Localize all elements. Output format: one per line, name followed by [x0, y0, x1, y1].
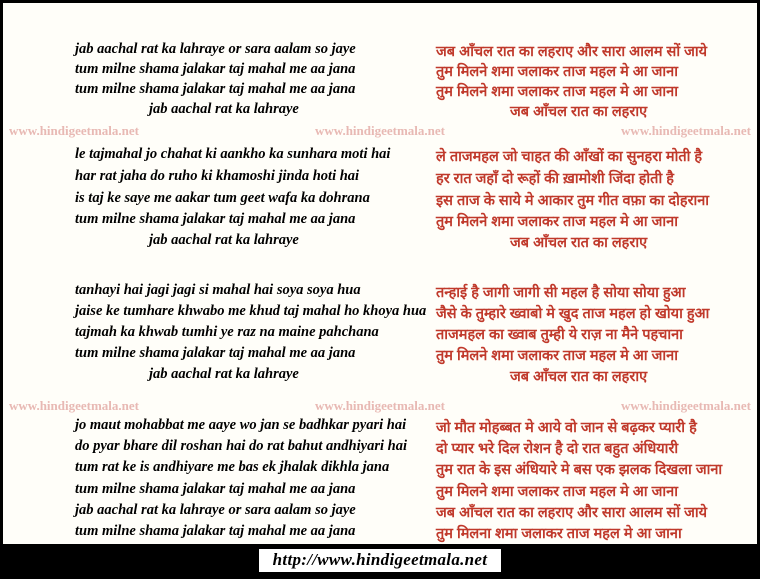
lyrics-line-devanagari: तुम मिलने शमा जलाकर ताज महल मे आ जाना — [436, 64, 678, 80]
lyrics-line-roman: jab aachal rat ka lahraye — [149, 366, 299, 382]
site-url[interactable]: http://www.hindigeetmala.net — [259, 549, 502, 572]
lyrics-line-roman: tum milne shama jalakar taj mahal me aa jana — [75, 345, 356, 361]
lyrics-line-devanagari: तुम मिलने शमा जलाकर ताज महल मे आ जाना — [436, 484, 678, 500]
lyrics-line-devanagari: तुम मिलने शमा जलाकर ताज महल मे आ जाना — [436, 214, 678, 230]
lyrics-line-roman: tum rat ke is andhiyare me bas ek jhalak dikhla jana — [75, 459, 390, 475]
lyrics-line-roman: do pyar bhare dil roshan hai do rat bahut andhiyari hai — [75, 438, 407, 454]
lyrics-line-devanagari: ताजमहल का ख्वाब तुम्ही ये राज़ ना मैने पहचाना — [436, 327, 683, 343]
lyrics-line-roman: jab aachal rat ka lahraye or sara aalam so jaye — [75, 41, 356, 57]
lyrics-line-devanagari: इस ताज के साये मे आकार तुम गीत वफ़ा का दोहराना — [436, 193, 710, 209]
watermark-text: www.hindigeetmala.net — [315, 123, 445, 138]
lyrics-line-roman: tum milne shama jalakar taj mahal me aa jana — [75, 481, 356, 497]
lyrics-line-roman: is taj ke saye me aakar tum geet wafa ka dohrana — [75, 190, 370, 206]
lyrics-line-devanagari: तुम मिलना शमा जलाकर ताज महल मे आ जाना — [436, 526, 682, 542]
lyrics-line-roman: tum milne shama jalakar taj mahal me aa jana — [75, 81, 356, 97]
lyrics-line-roman: tajmah ka khwab tumhi ye raz na maine pahchana — [75, 324, 379, 340]
lyrics-line-devanagari: जब आँचल रात का लहराए — [510, 235, 648, 251]
lyrics-line-roman: jab aachal rat ka lahraye — [149, 232, 299, 248]
lyrics-line-roman: tum milne shama jalakar taj mahal me aa jana — [75, 61, 356, 77]
watermark-text: www.hindigeetmala.net — [9, 123, 139, 138]
lyrics-line-roman: le tajmahal jo chahat ki aankho ka sunhara moti hai — [75, 146, 391, 162]
lyrics-line-devanagari: तुम मिलने शमा जलाकर ताज महल मे आ जाना — [436, 84, 678, 100]
lyrics-line-devanagari: तन्हाई है जागी जागी सी महल है सोया सोया हुआ — [436, 285, 686, 301]
footer-bar — [3, 544, 757, 576]
lyrics-line-devanagari: तुम रात के इस अंधियारे मे बस एक झलक दिखला जाना — [436, 462, 723, 478]
lyrics-line-roman: har rat jaha do ruho ki khamoshi jinda hoti hai — [75, 168, 360, 184]
lyrics-line-roman: jab aachal rat ka lahraye — [149, 101, 299, 117]
lyrics-line-devanagari: तुम मिलने शमा जलाकर ताज महल मे आ जाना — [436, 348, 678, 364]
lyrics-line-devanagari: जो मौत मोहब्बत मे आये वो जान से बढ़कर प्यारी है — [436, 420, 697, 436]
roman-lyrics-column — [3, 3, 427, 541]
lyrics-sheet — [3, 3, 757, 576]
lyrics-line-roman: tum milne shama jalakar taj mahal me aa jana — [75, 523, 356, 539]
lyrics-line-roman: jo maut mohabbat me aaye wo jan se badhkar pyari hai — [75, 417, 407, 433]
lyrics-line-roman: jaise ke tumhare khwabo me khud taj mahal ho khoya hua — [75, 303, 427, 319]
lyrics-line-devanagari: जब आँचल रात का लहराए और सारा आलम सों जाये — [436, 505, 708, 521]
lyrics-area — [3, 3, 757, 541]
lyrics-line-roman: tum milne shama jalakar taj mahal me aa jana — [75, 211, 356, 227]
lyrics-line-devanagari: जब आँचल रात का लहराए और सारा आलम सों जाये — [436, 44, 708, 60]
lyrics-line-devanagari: जब आँचल रात का लहराए — [510, 369, 648, 385]
lyrics-line-devanagari: दो प्यार भरे दिल रोशन है दो रात बहुत अंधियारी — [436, 441, 679, 457]
lyrics-line-devanagari: हर रात जहाँ दो रूहों की ख़ामोशी जिंदा होती है — [436, 171, 674, 187]
lyrics-line-devanagari: जैसे के तुम्हारे ख्वाबो मे खुद ताज महल हो खोया हुआ — [436, 306, 710, 322]
devanagari-lyrics-column — [380, 3, 757, 541]
lyrics-line-devanagari: ले ताजमहल जो चाहत की आँखों का सुनहरा मोती है — [436, 149, 703, 165]
watermark-text: www.hindigeetmala.net — [621, 123, 751, 138]
watermark-text: www.hindigeetmala.net — [315, 398, 445, 413]
lyrics-line-roman: jab aachal rat ka lahraye or sara aalam so jaye — [75, 502, 356, 518]
watermark-text: www.hindigeetmala.net — [9, 398, 139, 413]
watermark-text: www.hindigeetmala.net — [621, 398, 751, 413]
lyrics-line-roman: tanhayi hai jagi jagi si mahal hai soya soya hua — [75, 282, 361, 298]
lyrics-line-devanagari: जब आँचल रात का लहराए — [510, 104, 648, 120]
